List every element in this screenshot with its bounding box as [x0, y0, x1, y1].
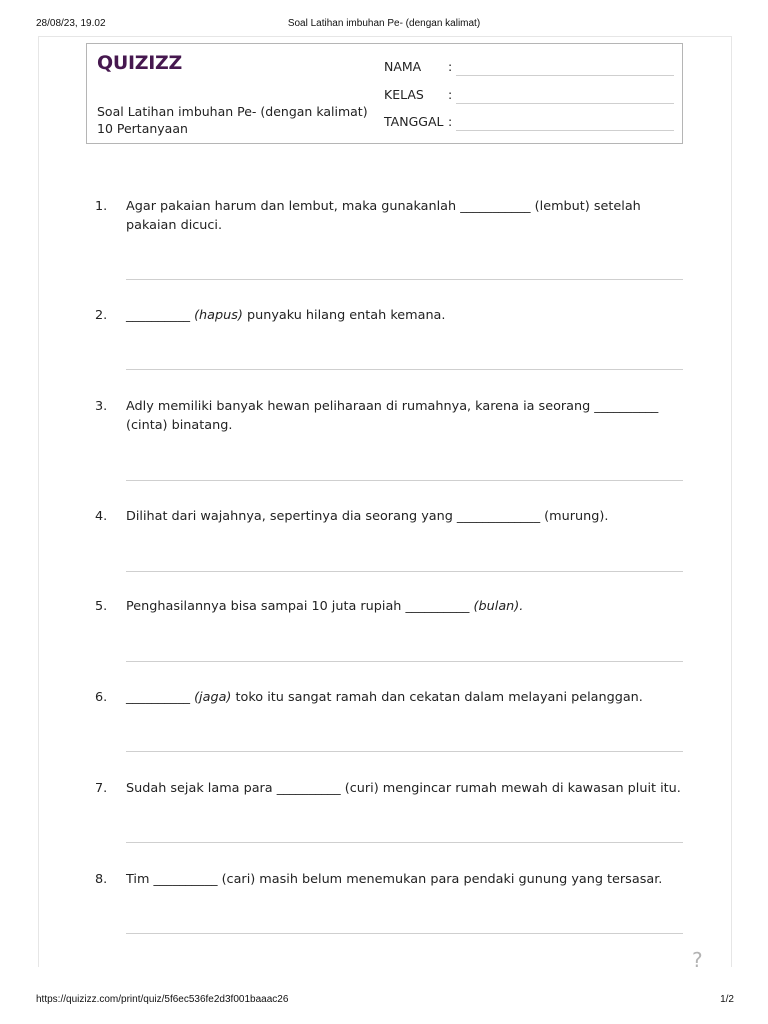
- answer-line-4: [126, 571, 683, 572]
- question-text: [126, 397, 685, 435]
- question-text: [126, 306, 685, 325]
- question-text: [126, 779, 685, 798]
- question-number: 5.: [95, 599, 108, 614]
- question-text: [126, 597, 685, 616]
- print-url: https://quizizz.com/print/quiz/5f6ec536fe2d3f001baaac26: [36, 994, 289, 1005]
- worksheet-page: [38, 36, 732, 967]
- field-colon: :: [448, 59, 453, 74]
- question-text-segment: __________: [126, 308, 195, 323]
- question-text: [126, 870, 685, 889]
- print-datetime: 28/08/23, 19.02: [36, 18, 106, 29]
- field-label: TANGGAL: [384, 114, 444, 129]
- field-colon: :: [448, 114, 453, 129]
- answer-line-8: [126, 933, 683, 934]
- question-number: 3.: [95, 399, 108, 414]
- answer-line-5: [126, 661, 683, 662]
- answer-line-2: [126, 369, 683, 370]
- question-number: 6.: [95, 690, 108, 705]
- quizizz-logo: QUIZIZZ: [97, 52, 182, 74]
- answer-line-3: [126, 480, 683, 481]
- question-text: [126, 688, 685, 707]
- answer-line-7: [126, 842, 683, 843]
- name-field: [384, 59, 674, 77]
- answer-line-6: [126, 751, 683, 752]
- question-root-word: (jaga): [194, 690, 232, 705]
- print-doc-title: Soal Latihan imbuhan Pe- (dengan kalimat): [287, 18, 481, 29]
- question-number: 8.: [95, 872, 108, 887]
- question-text-segment: punyaku hilang entah kemana.: [242, 308, 446, 323]
- student-info-box: [86, 43, 683, 144]
- page-number: 1/2: [720, 994, 734, 1005]
- question-text-segment: Dilihat dari wajahnya, sepertinya dia seorang yang _____________ (murung).: [126, 509, 609, 524]
- question-text-segment: toko itu sangat ramah dan cekatan dalam melayani pelanggan.: [231, 690, 643, 705]
- date-field: [384, 114, 674, 132]
- field-label: NAMA: [384, 59, 422, 74]
- field-label: KELAS: [384, 87, 424, 102]
- question-text: [126, 507, 685, 526]
- question-text-segment: Sudah sejak lama para __________ (curi) mengincar rumah mewah di kawasan pluit itu.: [126, 781, 681, 796]
- class-fill-line: [456, 103, 674, 104]
- question-count: 10 Pertanyaan: [97, 121, 188, 136]
- question-text-segment: Adly memiliki banyak hewan peliharaan di rumahnya, karena ia seorang __________ (cinta) binatang.: [126, 399, 659, 433]
- question-text-segment: Tim __________ (cari) masih belum menemukan para pendaki gunung yang tersasar.: [126, 872, 663, 887]
- question-mark-icon[interactable]: ?: [692, 948, 703, 972]
- question-root-word: (hapus): [194, 308, 243, 323]
- question-root-word: (bulan).: [473, 599, 524, 614]
- question-number: 2.: [95, 308, 108, 323]
- question-text-segment: Agar pakaian harum dan lembut, maka gunakanlah ___________ (lembut) setelah pakaian dicuci.: [126, 199, 641, 233]
- name-fill-line: [456, 75, 674, 76]
- class-field: [384, 87, 674, 105]
- answer-line-1: [126, 279, 683, 280]
- question-text: [126, 197, 685, 235]
- question-text-segment: Penghasilannya bisa sampai 10 juta rupiah __________: [126, 599, 474, 614]
- quiz-title: Soal Latihan imbuhan Pe- (dengan kalimat): [97, 104, 368, 119]
- question-number: 7.: [95, 781, 108, 796]
- question-text-segment: __________: [126, 690, 195, 705]
- date-fill-line: [456, 130, 674, 131]
- question-number: 4.: [95, 509, 108, 524]
- question-number: 1.: [95, 199, 108, 214]
- field-colon: :: [448, 87, 453, 102]
